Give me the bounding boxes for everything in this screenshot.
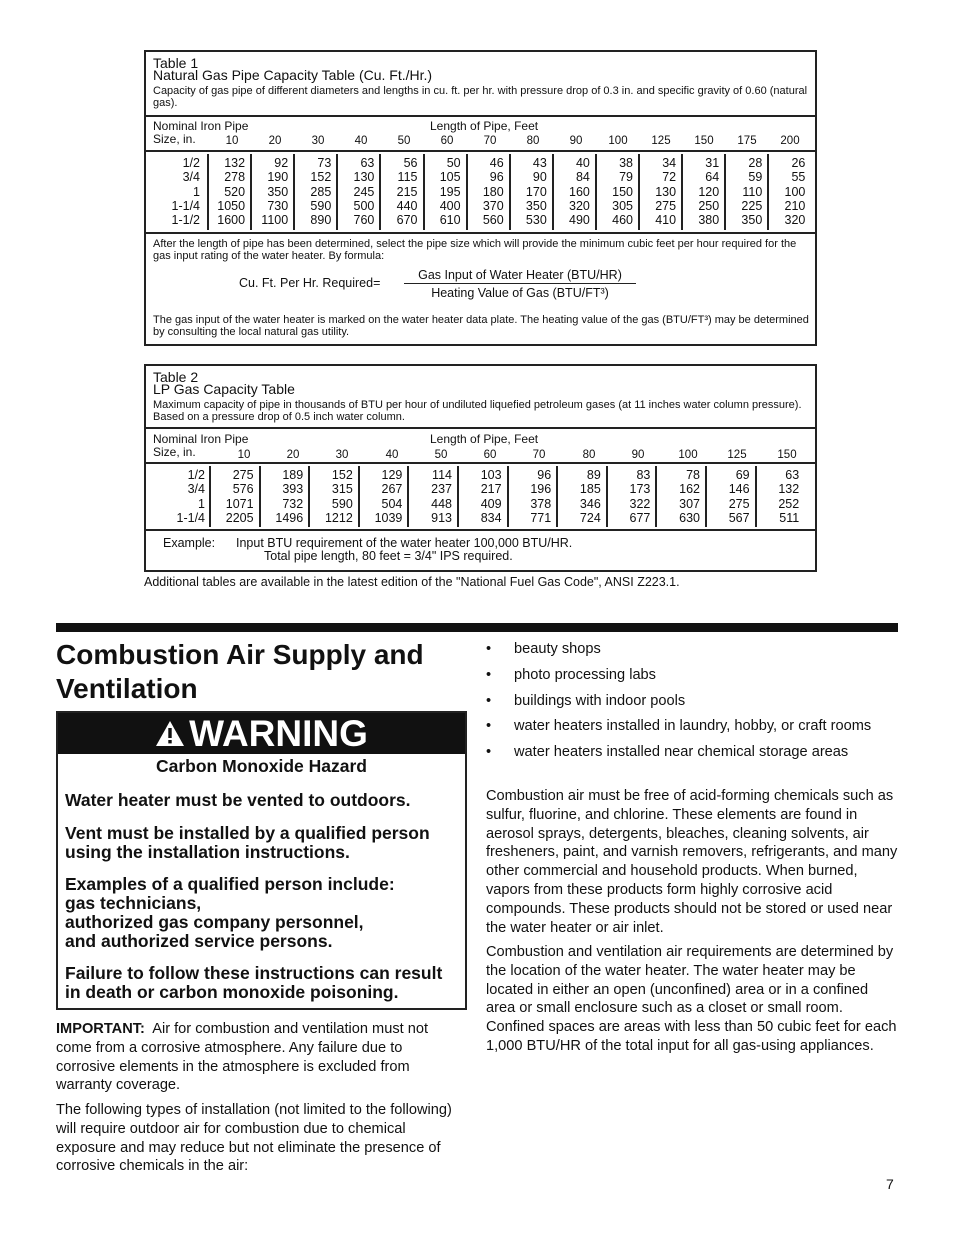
important-label: IMPORTANT: [56, 1021, 145, 1037]
table1-column-divider [207, 154, 209, 230]
table2-cell: 69 [735, 468, 750, 482]
table1-column-30 [296, 156, 331, 227]
table1-cell: 760 [353, 213, 375, 228]
table2-cell: 913 [431, 510, 452, 525]
table1-note1: After the length of pipe has been determined, select the pipe size which will provide the minimum cubic feet per hour required for the gas input rating of the water heater. By formula: [153, 238, 797, 262]
table1-column-divider [293, 154, 295, 230]
table1-column-divider [336, 154, 338, 230]
table2-column-10 [212, 468, 254, 525]
table2-cell: 1039 [374, 510, 403, 525]
table1-column-divider [681, 154, 683, 230]
table2-label: Table 2 [153, 369, 199, 385]
table2-cell: 1071 [225, 496, 254, 511]
table1-cell: 350 [267, 184, 289, 199]
table2-data [146, 464, 815, 531]
table2-cell: 834 [480, 510, 502, 525]
table1-cell: 79 [619, 170, 633, 185]
table2-length-50: 50 [434, 449, 448, 461]
table2-description: Maximum capacity of pipe in thousands of BTU per hour of undiluted liquefied petroleum gases (at 11 inches water column pressure). Based on a pressure drop of 0.5 inch water column. [153, 399, 802, 423]
table1-cell: 1600 [217, 213, 246, 228]
section-title-line1: Combustion Air Supply and [56, 639, 424, 670]
table1-length-20: 20 [268, 135, 282, 147]
table1-cell: 160 [569, 184, 590, 199]
table1-cell: 59 [748, 170, 763, 185]
table2-length-90: 90 [631, 449, 645, 461]
table1-column-70 [469, 156, 504, 227]
table2-length-80: 80 [582, 449, 596, 461]
section-divider [56, 623, 898, 632]
table1-column-divider [638, 154, 640, 230]
table2-column-30 [311, 468, 353, 525]
table2-length-10: 10 [237, 449, 251, 461]
table1-column-divider [509, 154, 511, 230]
table1-length-100: 100 [608, 135, 628, 147]
warning-p3-line1: Examples of a qualified person include: [65, 874, 395, 894]
table2-cell: 267 [381, 482, 403, 497]
table1-length-175: 175 [737, 135, 757, 147]
table2-column-100 [658, 468, 700, 525]
table1-column-divider [552, 154, 554, 230]
table1-column-100 [598, 156, 633, 227]
table1-size-cell: 1 [193, 184, 200, 199]
table1-length-200: 200 [780, 135, 800, 147]
table2-length-150: 150 [777, 449, 797, 461]
table1-cell: 278 [224, 170, 246, 185]
table1-size-header: Nominal Iron Pipe [153, 119, 249, 133]
table2-size-header-2: Size, in. [153, 445, 196, 459]
table1-cell: 43 [532, 156, 547, 170]
warning-p2-line1: Vent must be installed by a qualified person [65, 823, 430, 843]
table2-cell: 185 [579, 482, 601, 497]
table2-cell: 504 [381, 496, 403, 511]
table1-label: Table 1 [153, 55, 199, 71]
table2-column-80 [559, 468, 601, 525]
table1-length-125: 125 [651, 135, 671, 147]
table2-cell: 275 [232, 468, 254, 482]
important-paragraph [56, 1020, 456, 1095]
bullet-item: • water heaters installed in laundry, hobby, or craft rooms [486, 717, 871, 743]
table1-length-40: 40 [354, 135, 368, 147]
table1-cell: 92 [274, 156, 289, 170]
table1-cell: 132 [224, 156, 246, 170]
table1-cell: 670 [396, 213, 418, 228]
table1-cell: 55 [791, 170, 806, 185]
warning-p3-line3: authorized gas company personnel, [65, 912, 364, 932]
table1-length-header: Length of Pipe, Feet [430, 119, 539, 133]
table2-cell: 630 [679, 510, 700, 525]
table2-cell: 1212 [324, 510, 353, 525]
table1-length-60: 60 [440, 135, 454, 147]
warning-p3-line2: gas technicians, [65, 893, 202, 913]
table1-length-150: 150 [694, 135, 714, 147]
table1-cell: 64 [705, 170, 720, 185]
table1-length-30: 30 [311, 135, 325, 147]
table1-cell: 350 [741, 213, 763, 228]
table2-cell: 132 [778, 482, 800, 497]
table2-title-section [146, 366, 815, 429]
table2-cell: 590 [331, 496, 353, 511]
table1-data [146, 152, 815, 234]
table1-cell: 152 [310, 170, 332, 185]
table1-cell: 190 [267, 170, 289, 185]
table1-cell: 1100 [261, 213, 289, 228]
formula-lhs: Cu. Ft. Per Hr. Required= [239, 276, 381, 290]
table1-column-divider [724, 154, 726, 230]
table1-cell: 84 [575, 170, 590, 185]
table2-column-divider [556, 466, 558, 527]
table1-note2: The gas input of the water heater is marked on the water heater data plate. The heating value of the gas (BTU/FT³) may be determined by consulting the local natural gas utility. [153, 314, 809, 338]
table1-column-20 [253, 156, 288, 227]
additional-tables-note: Additional tables are available in the latest edition of the "National Fuel Gas Code", ANSI Z223.1. [144, 575, 680, 589]
table1-cell: 46 [489, 156, 504, 170]
table1-cell: 590 [310, 198, 332, 213]
table1-column-10 [210, 156, 245, 227]
table2-cell: 511 [779, 510, 800, 525]
table2-column-divider [407, 466, 409, 527]
table2-length-125: 125 [727, 449, 747, 461]
table1-cell: 610 [439, 213, 461, 228]
table2-cell: 393 [282, 482, 304, 497]
table2-column-20 [262, 468, 304, 525]
table1-cell: 490 [569, 213, 590, 228]
warning-header [58, 713, 465, 754]
table1-cell: 210 [784, 198, 806, 213]
table2-size-cell: 1/2 [187, 468, 205, 482]
table1-header [146, 117, 815, 152]
table1-size-cell: 1-1/2 [171, 213, 200, 228]
table1 [144, 50, 817, 346]
table1-column-150 [684, 156, 719, 227]
table1-length-80: 80 [526, 135, 540, 147]
bullet-list [486, 640, 871, 769]
table2-cell: 448 [431, 496, 452, 511]
table2-size-header: Nominal Iron Pipe [153, 432, 249, 446]
section-title-line2: Ventilation [56, 673, 198, 704]
table1-cell: 100 [784, 184, 806, 199]
table2-column-divider [755, 466, 757, 527]
table1-length-70: 70 [483, 135, 497, 147]
table1-cell: 350 [525, 198, 547, 213]
table1-column-divider [423, 154, 425, 230]
table2-cell: 78 [686, 468, 700, 482]
table2-length-70: 70 [532, 449, 546, 461]
warning-p1: Water heater must be vented to outdoors. [65, 790, 411, 810]
table1-cell: 400 [439, 198, 461, 213]
table2-column-divider [209, 466, 211, 527]
warning-p3-line4: and authorized service persons. [65, 931, 333, 951]
table1-title-section [146, 52, 815, 117]
table2-cell: 152 [331, 468, 353, 482]
table1-sizes [146, 156, 200, 227]
bullet-item: • beauty shops [486, 640, 871, 666]
table2-cell: 146 [728, 482, 750, 497]
table2-cell: 129 [381, 468, 403, 482]
table2-cell: 89 [586, 468, 601, 482]
example-line2: Total pipe length, 80 feet = 3/4" IPS required. [264, 549, 513, 563]
warning-p4-line1: Failure to follow these instructions can result [65, 963, 443, 983]
table1-cell: 105 [439, 170, 461, 185]
table2-cell: 2205 [225, 510, 254, 525]
table1-cell: 90 [532, 170, 547, 185]
table1-column-80 [512, 156, 547, 227]
table2-cell: 315 [331, 482, 353, 497]
table2-length-100: 100 [678, 449, 698, 461]
table1-cell: 500 [353, 198, 375, 213]
table1-cell: 150 [612, 184, 633, 199]
table1-column-divider [250, 154, 252, 230]
table1-cell: 245 [353, 184, 375, 199]
table1-cell: 460 [612, 213, 633, 228]
table1-cell: 195 [439, 184, 461, 199]
table2-cell: 96 [537, 468, 552, 482]
warning-label: WARNING [189, 712, 368, 754]
table2-cell: 103 [480, 468, 502, 482]
table2-cell: 322 [629, 496, 651, 511]
table2-length-30: 30 [335, 449, 349, 461]
table1-cell: 26 [791, 156, 806, 170]
table1-cell: 320 [569, 198, 590, 213]
acid-paragraph: Combustion air must be free of acid-forming chemicals such as sulfur, fluorine, and chlorine. These elements are found in aerosol sprays, detergents, bleaches, cleaning solvents, air fresheners, paint, and varnish removers, refrigerants, and many other commercial and household products. When burned, vapors from these products form highly corrosive acid compounds. These products should not be stored or used near the water heater or air inlet. [486, 788, 898, 936]
table1-size-cell: 1-1/4 [171, 198, 200, 213]
formula-numerator: Gas Input of Water Heater (BTU/HR) [404, 268, 636, 284]
table1-cell: 370 [482, 198, 504, 213]
table2-sizes [146, 468, 205, 525]
table2-cell: 1496 [275, 510, 304, 525]
formula-denominator: Heating Value of Gas (BTU/FT³) [431, 286, 609, 300]
table2-cell: 237 [431, 482, 452, 497]
table2-cell: 409 [480, 496, 502, 511]
table1-length-90: 90 [569, 135, 583, 147]
table1-cell: 560 [482, 213, 504, 228]
table2-cell: 63 [785, 468, 800, 482]
table2-length-40: 40 [385, 449, 399, 461]
table2-title: LP Gas Capacity Table [153, 381, 295, 397]
table1-cell: 73 [317, 156, 332, 170]
table1-cell: 520 [224, 184, 246, 199]
warning-hazard: Carbon Monoxide Hazard [156, 756, 367, 776]
table2-column-150 [758, 468, 800, 525]
table1-cell: 96 [489, 170, 504, 185]
table2-cell: 307 [679, 496, 700, 511]
warning-triangle-icon [155, 720, 185, 747]
table2-size-cell: 1-1/4 [176, 510, 205, 525]
warning-box [56, 711, 467, 1010]
table1-cell: 28 [748, 156, 763, 170]
table1-cell: 40 [575, 156, 590, 170]
table1-cell: 890 [310, 213, 332, 228]
table1-column-divider [595, 154, 597, 230]
table1-column-40 [339, 156, 374, 227]
table2-cell: 173 [629, 482, 651, 497]
table2-cell: 189 [282, 468, 304, 482]
important-text: Air for combustion and ventilation must not come from a corrosive atmosphere. Any failure due to corrosive elements in the atmosphere is excluded from warranty coverage. [56, 1021, 429, 1094]
table1-cell: 63 [360, 156, 375, 170]
table2-size-cell: 1 [198, 496, 205, 511]
table2-cell: 677 [629, 510, 651, 525]
warning-p2-line2: using the installation instructions. [65, 842, 350, 862]
table1-cell: 250 [698, 198, 720, 213]
table1-column-divider [466, 154, 468, 230]
example-label: Example: [163, 536, 216, 550]
table2-cell: 83 [636, 468, 651, 482]
table2-column-divider [507, 466, 509, 527]
table1-cell: 56 [403, 156, 418, 170]
table1-cell: 110 [742, 184, 763, 199]
table2-column-divider [358, 466, 360, 527]
table1-column-90 [555, 156, 590, 227]
table1-cell: 180 [482, 184, 504, 199]
table2-cell: 576 [232, 482, 254, 497]
table1-cell: 215 [396, 184, 418, 199]
table2-cell: 567 [728, 510, 750, 525]
table2-column-divider [606, 466, 608, 527]
table2 [144, 364, 817, 572]
table2-column-divider [259, 466, 261, 527]
bullet-item: • photo processing labs [486, 666, 871, 692]
following-paragraph: The following types of installation (not limited to the following) will require outdoor air for combustion due to chemical exposure and may reduce but not eliminate the presence of corrosive chemicals in the air: [56, 1102, 452, 1175]
table1-cell: 170 [525, 184, 547, 199]
table1-description: Capacity of gas pipe of different diameters and lengths in cu. ft. per hr. with pressure drop of 0.3 in. and specific gravity of 0.60 (natural gas). [153, 85, 808, 109]
table2-length-20: 20 [286, 449, 300, 461]
table1-cell: 38 [619, 156, 633, 170]
table1-length-10: 10 [225, 135, 239, 147]
table1-cell: 380 [698, 213, 720, 228]
table2-cell: 252 [778, 496, 800, 511]
table1-column-60 [426, 156, 461, 227]
table1-title: Natural Gas Pipe Capacity Table (Cu. Ft./Hr.) [153, 67, 433, 83]
table1-cell: 225 [741, 198, 763, 213]
table2-length-60: 60 [483, 449, 497, 461]
table2-column-90 [609, 468, 651, 525]
table2-column-divider [308, 466, 310, 527]
table1-column-50 [382, 156, 417, 227]
table1-cell: 410 [655, 213, 677, 228]
table1-cell: 31 [705, 156, 720, 170]
table2-cell: 346 [579, 496, 601, 511]
page-number: 7 [886, 1176, 894, 1192]
table2-column-40 [361, 468, 403, 525]
table2-column-70 [510, 468, 552, 525]
table1-cell: 130 [655, 184, 677, 199]
table2-header [146, 429, 815, 464]
table1-cell: 115 [397, 170, 418, 185]
table2-column-divider [705, 466, 707, 527]
table2-cell: 196 [530, 482, 552, 497]
table1-length-50: 50 [397, 135, 411, 147]
table2-cell: 114 [432, 468, 452, 482]
table2-cell: 275 [728, 496, 750, 511]
table1-cell: 34 [662, 156, 677, 170]
table1-column-125 [641, 156, 676, 227]
table1-cell: 120 [698, 184, 720, 199]
table1-size-cell: 1/2 [182, 156, 200, 170]
table1-cell: 730 [267, 198, 289, 213]
example-line1: Input BTU requirement of the water heater 100,000 BTU/HR. [236, 536, 573, 550]
table1-column-175 [727, 156, 762, 227]
table1-cell: 305 [612, 198, 633, 213]
table2-column-60 [460, 468, 502, 525]
table1-cell: 440 [396, 198, 418, 213]
table1-cell: 50 [446, 156, 461, 170]
table1-size-header-2: Size, in. [153, 132, 196, 146]
table1-cell: 320 [784, 213, 806, 228]
table2-size-cell: 3/4 [187, 482, 205, 497]
bullet-item: • buildings with indoor pools [486, 692, 871, 718]
table1-cell: 1050 [217, 198, 246, 213]
table1-cell: 130 [353, 170, 375, 185]
table2-column-50 [410, 468, 452, 525]
table1-cell: 285 [310, 184, 332, 199]
table1-cell: 530 [525, 213, 547, 228]
table2-column-125 [708, 468, 750, 525]
section-title [56, 638, 476, 706]
table1-cell: 275 [655, 198, 677, 213]
table2-column-divider [457, 466, 459, 527]
table2-cell: 732 [282, 496, 304, 511]
table2-length-header: Length of Pipe, Feet [430, 432, 539, 446]
table1-cell: 72 [662, 170, 677, 185]
warning-p4-line2: in death or carbon monoxide poisoning. [65, 982, 399, 1002]
bullet-item: • water heaters installed near chemical storage areas [486, 743, 871, 769]
table1-column-divider [767, 154, 769, 230]
location-paragraph: Combustion and ventilation air requirements are determined by the location of the water heater. The water heater may be located in either an open (unconfined) area or in a confined area or small enclosure such as a closet or small room. Confined spaces are areas with less than 50 cubic feet for each 1,000 BTU/HR of the total input for all gas-using appliances. [486, 944, 897, 1054]
table1-column-divider [379, 154, 381, 230]
table2-column-divider [655, 466, 657, 527]
table2-cell: 378 [530, 496, 552, 511]
table2-cell: 217 [480, 482, 502, 497]
table2-cell: 771 [530, 510, 552, 525]
table2-cell: 162 [679, 482, 700, 497]
table2-cell: 724 [579, 510, 601, 525]
table1-column-200 [770, 156, 805, 227]
table1-size-cell: 3/4 [182, 170, 200, 185]
